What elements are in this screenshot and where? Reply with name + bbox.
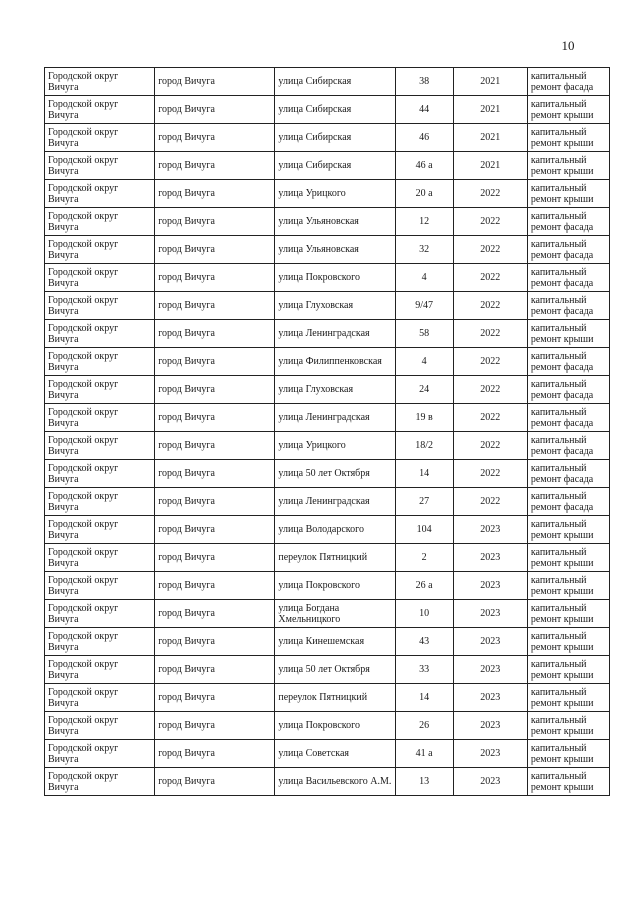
district-cell: Городской округ Вичуга	[45, 208, 155, 236]
year-cell: 2021	[453, 96, 527, 124]
table-row	[45, 96, 610, 124]
district-cell: Городской округ Вичуга	[45, 320, 155, 348]
district-cell: Городской округ Вичуга	[45, 600, 155, 628]
house-number-cell: 46	[395, 124, 453, 152]
table-row	[45, 712, 610, 740]
city-cell: город Вичуга	[155, 348, 275, 376]
table-row	[45, 236, 610, 264]
street-cell: улица Сибирская	[275, 124, 395, 152]
district-cell: Городской округ Вичуга	[45, 180, 155, 208]
street-cell: улица Ульяновская	[275, 236, 395, 264]
house-number-cell: 38	[395, 68, 453, 96]
district-cell: Городской округ Вичуга	[45, 544, 155, 572]
house-number-cell: 9/47	[395, 292, 453, 320]
district-cell: Городской округ Вичуга	[45, 768, 155, 796]
work-type-cell: капитальный ремонт фасада	[527, 264, 609, 292]
city-cell: город Вичуга	[155, 740, 275, 768]
street-cell: улица Советская	[275, 740, 395, 768]
table-row	[45, 68, 610, 96]
work-type-cell: капитальный ремонт крыши	[527, 96, 609, 124]
year-cell: 2022	[453, 208, 527, 236]
house-number-cell: 33	[395, 656, 453, 684]
street-cell: улица Ленинградская	[275, 404, 395, 432]
district-cell: Городской округ Вичуга	[45, 68, 155, 96]
year-cell: 2023	[453, 740, 527, 768]
district-cell: Городской округ Вичуга	[45, 572, 155, 600]
table-row	[45, 292, 610, 320]
year-cell: 2023	[453, 768, 527, 796]
year-cell: 2022	[453, 320, 527, 348]
year-cell: 2023	[453, 656, 527, 684]
street-cell: переулок Пятницкий	[275, 544, 395, 572]
work-type-cell: капитальный ремонт крыши	[527, 320, 609, 348]
year-cell: 2022	[453, 376, 527, 404]
district-cell: Городской округ Вичуга	[45, 264, 155, 292]
work-type-cell: капитальный ремонт фасада	[527, 404, 609, 432]
street-cell: улица 50 лет Октября	[275, 656, 395, 684]
work-type-cell: капитальный ремонт фасада	[527, 432, 609, 460]
house-number-cell: 24	[395, 376, 453, 404]
work-type-cell: капитальный ремонт фасада	[527, 376, 609, 404]
house-number-cell: 58	[395, 320, 453, 348]
year-cell: 2022	[453, 292, 527, 320]
city-cell: город Вичуга	[155, 208, 275, 236]
house-number-cell: 14	[395, 460, 453, 488]
city-cell: город Вичуга	[155, 320, 275, 348]
district-cell: Городской округ Вичуга	[45, 124, 155, 152]
house-number-cell: 18/2	[395, 432, 453, 460]
work-type-cell: капитальный ремонт фасада	[527, 292, 609, 320]
house-number-cell: 14	[395, 684, 453, 712]
housing-repair-table	[44, 67, 610, 796]
work-type-cell: капитальный ремонт крыши	[527, 712, 609, 740]
year-cell: 2023	[453, 600, 527, 628]
city-cell: город Вичуга	[155, 516, 275, 544]
house-number-cell: 44	[395, 96, 453, 124]
table-row	[45, 740, 610, 768]
street-cell: улица Ленинградская	[275, 488, 395, 516]
house-number-cell: 2	[395, 544, 453, 572]
table-row	[45, 516, 610, 544]
city-cell: город Вичуга	[155, 656, 275, 684]
district-cell: Городской округ Вичуга	[45, 152, 155, 180]
table-row	[45, 376, 610, 404]
district-cell: Городской округ Вичуга	[45, 740, 155, 768]
work-type-cell: капитальный ремонт фасада	[527, 348, 609, 376]
table-row	[45, 544, 610, 572]
work-type-cell: капитальный ремонт крыши	[527, 768, 609, 796]
city-cell: город Вичуга	[155, 236, 275, 264]
street-cell: улица Глуховская	[275, 292, 395, 320]
city-cell: город Вичуга	[155, 544, 275, 572]
page-number: 10	[561, 38, 575, 53]
district-cell: Городской округ Вичуга	[45, 432, 155, 460]
district-cell: Городской округ Вичуга	[45, 460, 155, 488]
table-body	[45, 68, 610, 796]
street-cell: улица Покровского	[275, 572, 395, 600]
city-cell: город Вичуга	[155, 460, 275, 488]
table-row	[45, 264, 610, 292]
city-cell: город Вичуга	[155, 404, 275, 432]
year-cell: 2023	[453, 628, 527, 656]
work-type-cell: капитальный ремонт фасада	[527, 460, 609, 488]
district-cell: Городской округ Вичуга	[45, 348, 155, 376]
work-type-cell: капитальный ремонт крыши	[527, 152, 609, 180]
street-cell: улица Филиппенковская	[275, 348, 395, 376]
district-cell: Городской округ Вичуга	[45, 404, 155, 432]
work-type-cell: капитальный ремонт крыши	[527, 740, 609, 768]
district-cell: Городской округ Вичуга	[45, 236, 155, 264]
work-type-cell: капитальный ремонт крыши	[527, 684, 609, 712]
city-cell: город Вичуга	[155, 68, 275, 96]
year-cell: 2021	[453, 152, 527, 180]
year-cell: 2022	[453, 404, 527, 432]
year-cell: 2022	[453, 488, 527, 516]
year-cell: 2023	[453, 684, 527, 712]
street-cell: улица Васильевского А.М.	[275, 768, 395, 796]
work-type-cell: капитальный ремонт крыши	[527, 628, 609, 656]
year-cell: 2022	[453, 348, 527, 376]
table-row	[45, 656, 610, 684]
city-cell: город Вичуга	[155, 96, 275, 124]
work-type-cell: капитальный ремонт фасада	[527, 236, 609, 264]
street-cell: улица Покровского	[275, 712, 395, 740]
work-type-cell: капитальный ремонт крыши	[527, 656, 609, 684]
street-cell: улица Ульяновская	[275, 208, 395, 236]
district-cell: Городской округ Вичуга	[45, 712, 155, 740]
house-number-cell: 43	[395, 628, 453, 656]
street-cell: улица Сибирская	[275, 68, 395, 96]
street-cell: улица 50 лет Октября	[275, 460, 395, 488]
city-cell: город Вичуга	[155, 292, 275, 320]
city-cell: город Вичуга	[155, 376, 275, 404]
city-cell: город Вичуга	[155, 432, 275, 460]
house-number-cell: 27	[395, 488, 453, 516]
house-number-cell: 10	[395, 600, 453, 628]
year-cell: 2023	[453, 544, 527, 572]
house-number-cell: 32	[395, 236, 453, 264]
work-type-cell: капитальный ремонт крыши	[527, 124, 609, 152]
street-cell: улица Сибирская	[275, 96, 395, 124]
district-cell: Городской округ Вичуга	[45, 684, 155, 712]
house-number-cell: 41 а	[395, 740, 453, 768]
table-row	[45, 348, 610, 376]
table-row	[45, 684, 610, 712]
city-cell: город Вичуга	[155, 124, 275, 152]
street-cell: улица Сибирская	[275, 152, 395, 180]
table-row	[45, 404, 610, 432]
table-row	[45, 180, 610, 208]
year-cell: 2023	[453, 712, 527, 740]
district-cell: Городской округ Вичуга	[45, 96, 155, 124]
work-type-cell: капитальный ремонт фасада	[527, 488, 609, 516]
year-cell: 2022	[453, 264, 527, 292]
work-type-cell: капитальный ремонт фасада	[527, 208, 609, 236]
city-cell: город Вичуга	[155, 628, 275, 656]
year-cell: 2022	[453, 236, 527, 264]
district-cell: Городской округ Вичуга	[45, 488, 155, 516]
year-cell: 2023	[453, 572, 527, 600]
house-number-cell: 12	[395, 208, 453, 236]
year-cell: 2021	[453, 124, 527, 152]
table-row	[45, 488, 610, 516]
district-cell: Городской округ Вичуга	[45, 516, 155, 544]
city-cell: город Вичуга	[155, 572, 275, 600]
street-cell: улица Богдана Хмельницкого	[275, 600, 395, 628]
district-cell: Городской округ Вичуга	[45, 628, 155, 656]
table-row	[45, 124, 610, 152]
district-cell: Городской округ Вичуга	[45, 376, 155, 404]
house-number-cell: 4	[395, 264, 453, 292]
table-row	[45, 432, 610, 460]
district-cell: Городской округ Вичуга	[45, 292, 155, 320]
table-row	[45, 460, 610, 488]
year-cell: 2021	[453, 68, 527, 96]
house-number-cell: 26	[395, 712, 453, 740]
work-type-cell: капитальный ремонт крыши	[527, 544, 609, 572]
street-cell: улица Глуховская	[275, 376, 395, 404]
city-cell: город Вичуга	[155, 152, 275, 180]
year-cell: 2022	[453, 460, 527, 488]
city-cell: город Вичуга	[155, 600, 275, 628]
city-cell: город Вичуга	[155, 684, 275, 712]
table-row	[45, 572, 610, 600]
table-row	[45, 320, 610, 348]
street-cell: улица Кинешемская	[275, 628, 395, 656]
house-number-cell: 13	[395, 768, 453, 796]
city-cell: город Вичуга	[155, 180, 275, 208]
district-cell: Городской округ Вичуга	[45, 656, 155, 684]
city-cell: город Вичуга	[155, 712, 275, 740]
street-cell: улица Урицкого	[275, 432, 395, 460]
city-cell: город Вичуга	[155, 264, 275, 292]
house-number-cell: 19 в	[395, 404, 453, 432]
table-row	[45, 600, 610, 628]
house-number-cell: 26 а	[395, 572, 453, 600]
city-cell: город Вичуга	[155, 768, 275, 796]
house-number-cell: 20 а	[395, 180, 453, 208]
work-type-cell: капитальный ремонт фасада	[527, 68, 609, 96]
year-cell: 2022	[453, 180, 527, 208]
table-row	[45, 208, 610, 236]
street-cell: улица Покровского	[275, 264, 395, 292]
street-cell: переулок Пятницкий	[275, 684, 395, 712]
table-row	[45, 768, 610, 796]
house-number-cell: 104	[395, 516, 453, 544]
work-type-cell: капитальный ремонт крыши	[527, 180, 609, 208]
year-cell: 2022	[453, 432, 527, 460]
work-type-cell: капитальный ремонт крыши	[527, 600, 609, 628]
house-number-cell: 46 а	[395, 152, 453, 180]
city-cell: город Вичуга	[155, 488, 275, 516]
house-number-cell: 4	[395, 348, 453, 376]
work-type-cell: капитальный ремонт крыши	[527, 572, 609, 600]
year-cell: 2023	[453, 516, 527, 544]
work-type-cell: капитальный ремонт крыши	[527, 516, 609, 544]
street-cell: улица Урицкого	[275, 180, 395, 208]
table-row	[45, 152, 610, 180]
street-cell: улица Володарского	[275, 516, 395, 544]
street-cell: улица Ленинградская	[275, 320, 395, 348]
table-row	[45, 628, 610, 656]
